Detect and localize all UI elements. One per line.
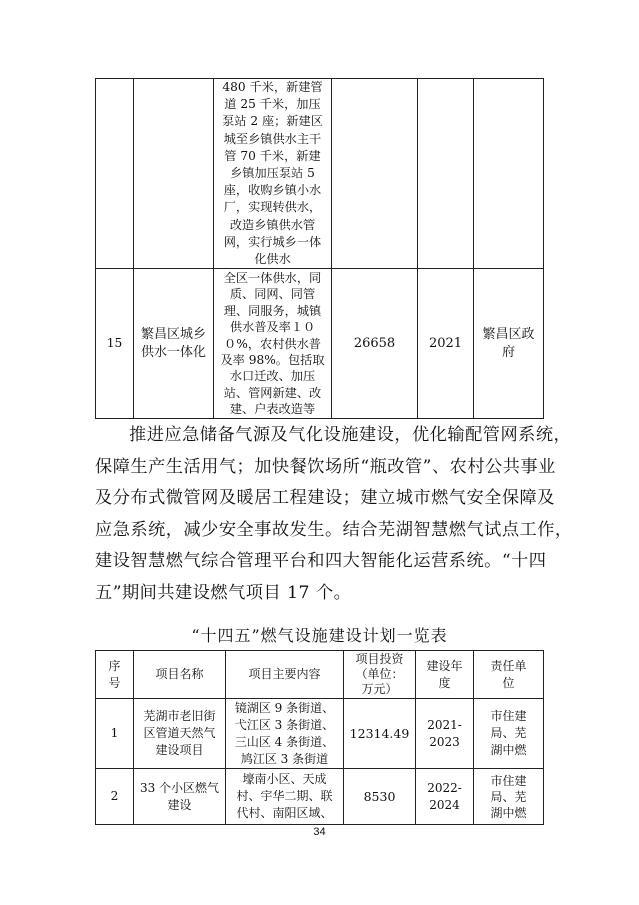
name-line: 建设 bbox=[167, 797, 192, 812]
paragraph-line: 应急系统，减少安全事故发生。结合芜湖智慧燃气试点工作， bbox=[95, 519, 573, 540]
name-cell bbox=[134, 79, 214, 269]
content-line: 厂，实现转供水， bbox=[223, 200, 322, 215]
content-line: 及率 98%。包括取 bbox=[220, 352, 325, 367]
investment-cell: 26658 bbox=[332, 269, 418, 419]
seq-cell: 2 bbox=[96, 769, 134, 825]
header-unit bbox=[474, 651, 544, 699]
top-table bbox=[95, 78, 544, 419]
year-cell bbox=[416, 699, 474, 769]
header-line: 度 bbox=[438, 675, 451, 690]
paragraph-line: 及分布式微管网及暖居工程建设；建立城市燃气安全保障及 bbox=[95, 488, 555, 508]
name-line: 区管道天然气 bbox=[143, 726, 216, 740]
header-line: 责任单 bbox=[490, 658, 527, 673]
name-line: 繁昌区城乡 bbox=[140, 326, 206, 342]
content-line: 三山区 4 条街道、 bbox=[234, 734, 335, 749]
content-line: 鸠江区 3 条街道 bbox=[240, 751, 329, 766]
paragraph-line: 推进应急储备气源及气化设施建设，优化输配管网系统， bbox=[129, 425, 572, 445]
name-line: 33 个小区燃气 bbox=[139, 780, 220, 795]
content-line: 建、户表改造等 bbox=[229, 402, 316, 417]
unit-line: 局、芜 bbox=[490, 789, 527, 804]
name-cell bbox=[134, 269, 214, 419]
name-line: 建设项目 bbox=[155, 743, 204, 757]
seq-cell: 1 bbox=[96, 699, 134, 769]
unit-cell bbox=[474, 769, 544, 825]
header-row bbox=[96, 651, 544, 699]
unit-line: 市住建 bbox=[490, 773, 527, 788]
year-cell bbox=[418, 79, 474, 269]
header-line: 万元） bbox=[361, 682, 398, 696]
year-line: 2024 bbox=[429, 797, 460, 812]
content-line: 质、同网、同管 bbox=[229, 287, 316, 302]
unit-line: 局、芜 bbox=[490, 726, 527, 740]
seq-cell bbox=[96, 79, 134, 269]
content-line: 道 25 千米，加压 bbox=[224, 97, 321, 112]
year-line: 2022- bbox=[427, 780, 462, 795]
header-seq bbox=[96, 651, 134, 699]
page-number: 34 bbox=[313, 826, 326, 838]
content-cell bbox=[214, 79, 332, 269]
gas-project-table bbox=[95, 650, 544, 825]
header-content: 项目主要内容 bbox=[226, 651, 344, 699]
investment-cell bbox=[332, 79, 418, 269]
table-caption: “十四五”燃气设施建设计划一览表 bbox=[191, 626, 448, 645]
year-cell bbox=[416, 769, 474, 825]
header-line: 号 bbox=[108, 675, 121, 690]
content-cell bbox=[226, 699, 344, 769]
content-line: 壕南小区、天成 bbox=[242, 772, 327, 786]
content-line: 管 70 千米，新建 bbox=[224, 148, 321, 163]
content-line: 城至乡镇供水主干 bbox=[223, 131, 322, 146]
content-line: 弋江区 3 条街道、 bbox=[234, 717, 335, 732]
content-line: 480 千米，新建管 bbox=[222, 80, 323, 94]
table-row bbox=[96, 769, 544, 825]
table-row bbox=[96, 269, 544, 419]
unit-line: 市住建 bbox=[490, 709, 527, 723]
investment-cell: 8530 bbox=[344, 769, 416, 825]
body-paragraph bbox=[95, 420, 573, 609]
header-line: 位 bbox=[502, 675, 515, 690]
content-line: 代村、南阳区域、 bbox=[236, 806, 333, 820]
header-investment bbox=[344, 651, 416, 699]
unit-line: 府 bbox=[501, 344, 515, 360]
unit-cell bbox=[474, 79, 544, 269]
year-line: 2021- bbox=[427, 717, 462, 732]
header-line: 序 bbox=[108, 658, 121, 673]
content-line: 供水普及率１０ bbox=[229, 320, 316, 335]
content-line: 乡镇加压泵站 5 bbox=[230, 166, 315, 181]
name-cell bbox=[134, 769, 226, 825]
content-line: 镜湖区 9 条街道、 bbox=[234, 700, 335, 715]
unit-line: 湖中燃 bbox=[490, 743, 527, 757]
header-line: （单位： bbox=[355, 667, 404, 681]
name-line: 芜湖市老旧街 bbox=[143, 709, 216, 723]
header-name: 项目名称 bbox=[134, 651, 226, 699]
name-cell bbox=[134, 699, 226, 769]
header-year bbox=[416, 651, 474, 699]
table-row bbox=[96, 699, 544, 769]
content-line: 座，收购乡镇小水 bbox=[223, 183, 322, 198]
content-cell bbox=[226, 769, 344, 825]
content-line: 水口迁改、加压 bbox=[229, 369, 316, 384]
content-line: 网，实行城乡一体 bbox=[223, 234, 322, 249]
year-line: 2023 bbox=[429, 734, 460, 749]
content-line: 化供水 bbox=[254, 252, 291, 267]
content-line: 站、管网新建、改 bbox=[223, 385, 322, 400]
unit-cell bbox=[474, 699, 544, 769]
content-line: 村、宇华二期、联 bbox=[236, 789, 333, 803]
content-line: 理、同服务，城镇 bbox=[223, 303, 322, 318]
content-line: 全区一体供水，同 bbox=[223, 270, 322, 285]
paragraph-line: 保障生产生活用气；加快餐饮场所“瓶改管”、农村公共事业 bbox=[95, 456, 556, 477]
unit-line: 湖中燃 bbox=[490, 805, 527, 820]
paragraph-line: 建设智慧燃气综合管理平台和四大智能化运营系统。“十四 bbox=[95, 551, 547, 571]
unit-line: 繁昌区政 bbox=[482, 326, 535, 342]
year-cell: 2021 bbox=[418, 269, 474, 419]
name-line: 供水一体化 bbox=[140, 344, 206, 360]
paragraph-line: 五”期间共建设燃气项目 17 个。 bbox=[95, 582, 352, 603]
header-line: 项目投资 bbox=[355, 652, 404, 666]
header-line: 建设年 bbox=[426, 658, 463, 673]
table-row bbox=[96, 79, 544, 269]
content-line: 改造乡镇供水管 bbox=[229, 217, 316, 232]
unit-cell bbox=[474, 269, 544, 419]
content-line: 泵站 2 座；新建区 bbox=[222, 114, 323, 129]
seq-cell: 15 bbox=[96, 269, 134, 419]
content-line: ０%，农村供水普 bbox=[224, 336, 321, 351]
investment-cell: 12314.49 bbox=[344, 699, 416, 769]
content-cell bbox=[214, 269, 332, 419]
